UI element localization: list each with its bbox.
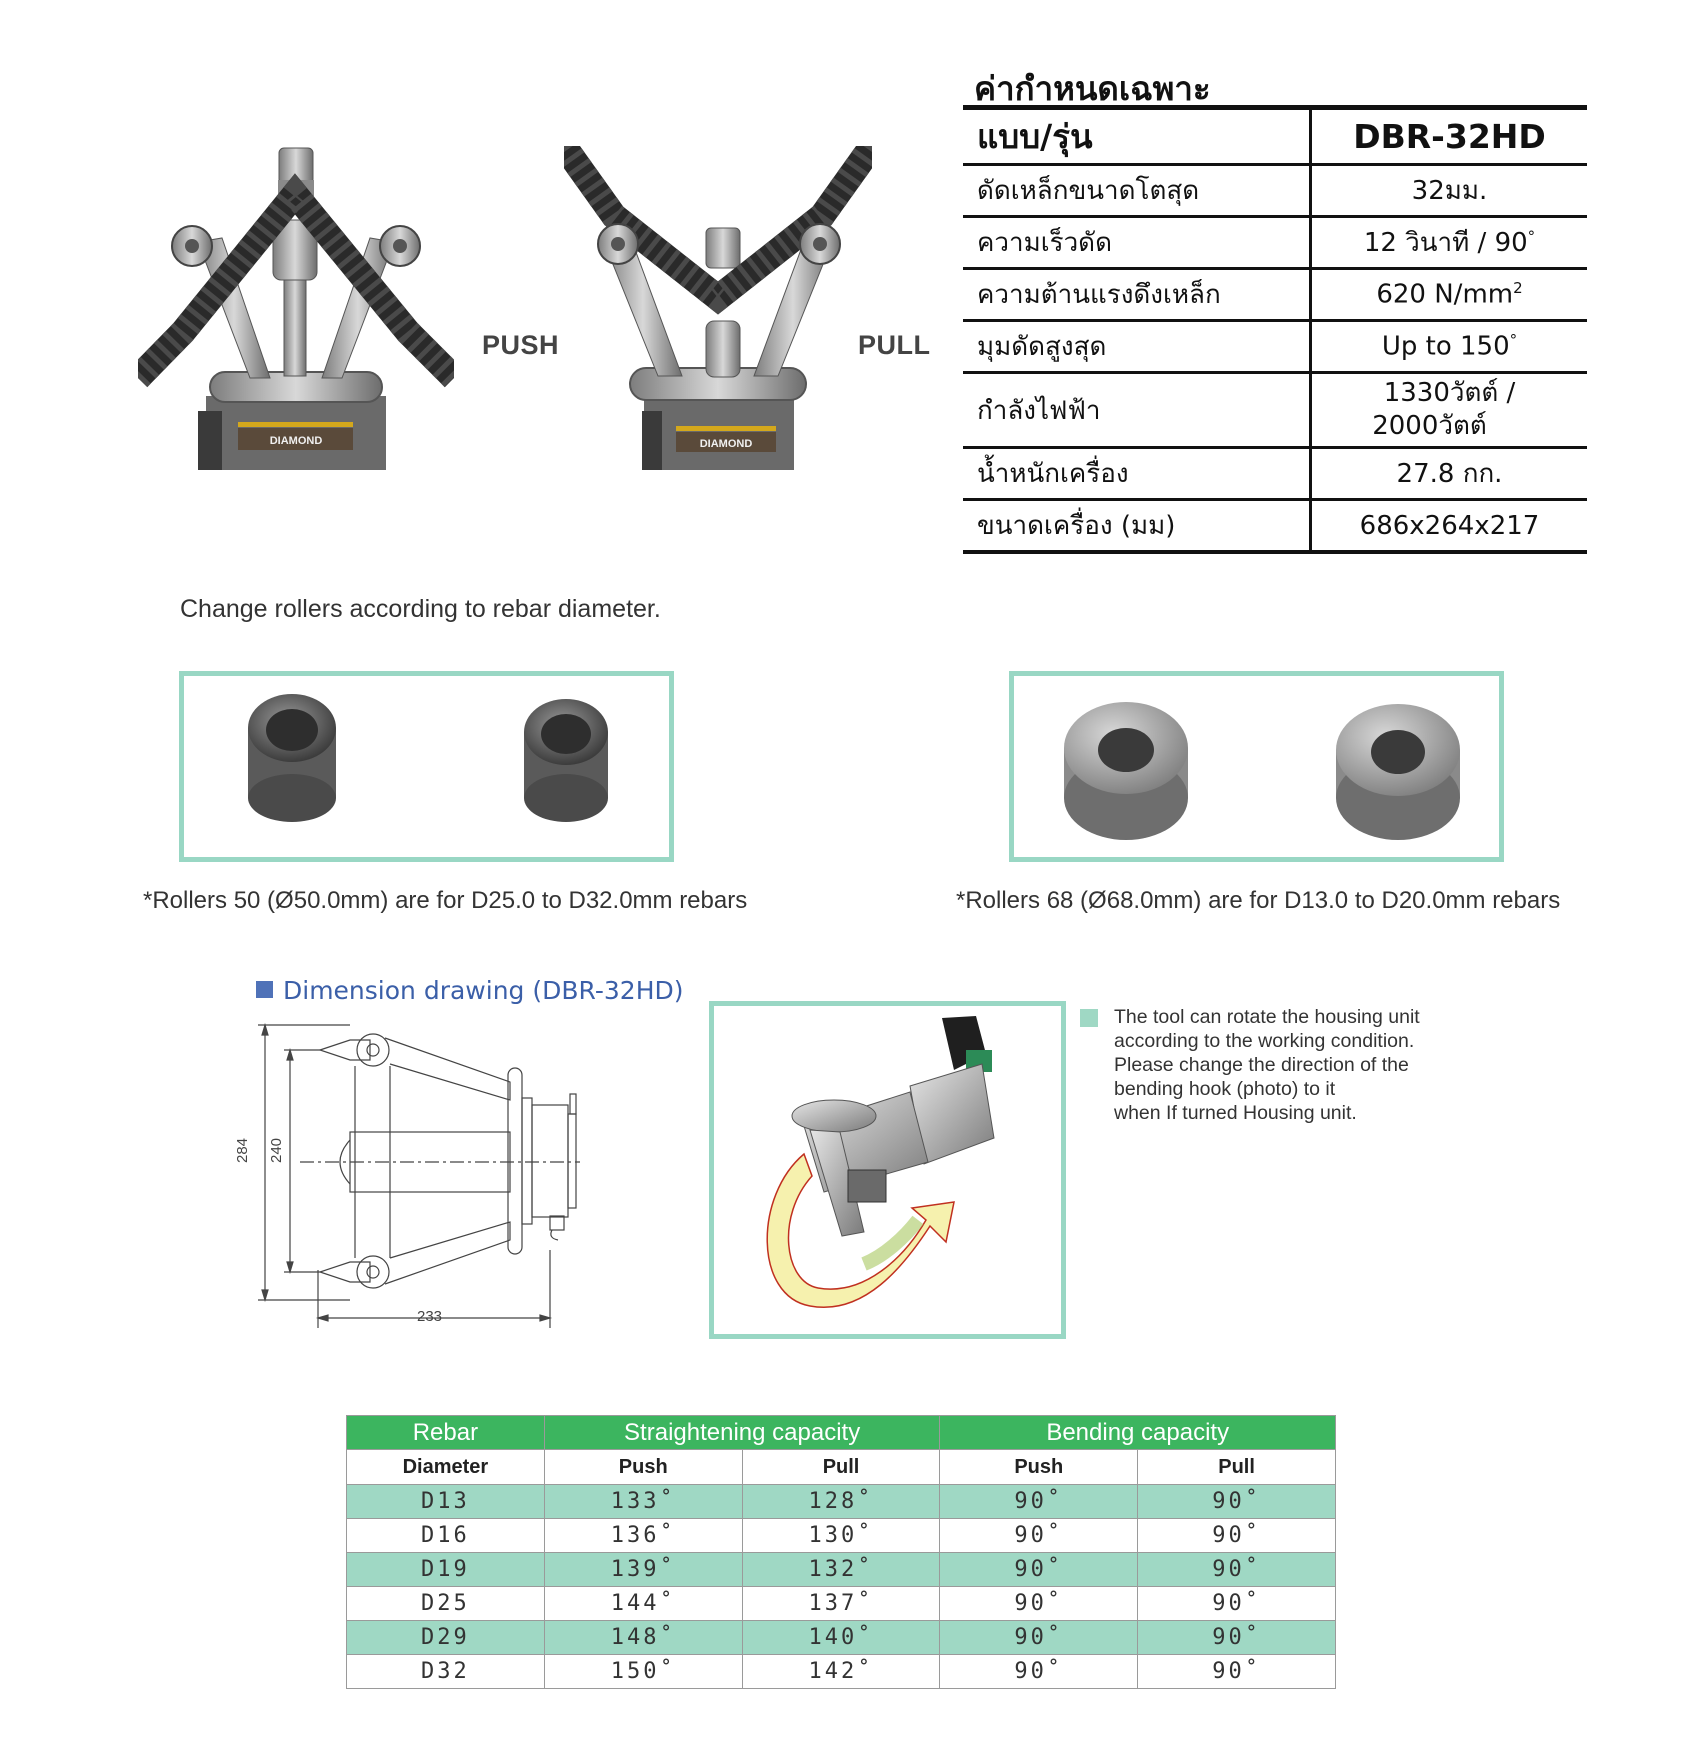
capacity-header-row <box>347 1416 1336 1450</box>
spec-value: 686x264x217 <box>1311 500 1588 553</box>
degree-sup: ° <box>1527 227 1536 246</box>
cell-bend-pull: 90˚ <box>1138 1587 1336 1621</box>
table-row <box>347 1587 1336 1621</box>
cell-straight-push: 136˚ <box>544 1519 742 1553</box>
cell-bend-push: 90˚ <box>940 1621 1138 1655</box>
spec-title: ค่ากำหนดเฉพาะ <box>974 69 1211 108</box>
note-line: The tool can rotate the housing unit <box>1114 1006 1420 1028</box>
squared-sup: 2 <box>1513 279 1523 298</box>
cell-bend-push: 90˚ <box>940 1519 1138 1553</box>
spec-key: น้ำหนักเครื่อง <box>963 448 1311 500</box>
cell-straight-push: 144˚ <box>544 1587 742 1621</box>
bullet-square-icon <box>1080 1009 1098 1027</box>
dimension-drawing <box>240 1010 600 1340</box>
spec-value-text: Up to 150 <box>1381 331 1510 362</box>
cell-straight-push: 150˚ <box>544 1655 742 1689</box>
push-label: PUSH <box>482 330 560 360</box>
rollers-50-caption: *Rollers 50 (Ø50.0mm) are for D25.0 to D32.0mm rebars <box>143 887 748 914</box>
roller-50-right-icon <box>524 699 608 822</box>
svg-text:DIAMOND: DIAMOND <box>269 435 323 447</box>
rotation-note <box>1080 1005 1480 1125</box>
spec-key: มุมดัดสูงสุด <box>963 321 1311 373</box>
spec-value-text: 620 N/mm <box>1376 279 1514 310</box>
table-row <box>347 1519 1336 1553</box>
spec-value <box>1311 373 1588 448</box>
spec-key: ดัดเหล็กขนาดโตสุด <box>963 165 1311 217</box>
pull-photo <box>564 146 872 470</box>
spec-row <box>963 321 1587 373</box>
degree-sup: ° <box>1509 331 1518 350</box>
cell-diameter: D25 <box>347 1587 545 1621</box>
cell-bend-pull: 90˚ <box>1138 1519 1336 1553</box>
cell-straight-pull: 128˚ <box>742 1485 940 1519</box>
spec-row <box>963 500 1587 553</box>
header-straight-push: Push <box>544 1450 742 1485</box>
spec-header-key: แบบ/รุ่น <box>963 108 1311 165</box>
table-row <box>347 1621 1336 1655</box>
table-row <box>347 1553 1336 1587</box>
rollers-68-caption: *Rollers 68 (Ø68.0mm) are for D13.0 to D20.0mm rebars <box>956 887 1561 914</box>
cell-bend-push: 90˚ <box>940 1587 1138 1621</box>
spec-row <box>963 448 1587 500</box>
cell-bend-push: 90˚ <box>940 1655 1138 1689</box>
note-line: according to the working condition. <box>1114 1030 1415 1052</box>
spec-value-line2: 2000วัตต์ <box>1372 411 1487 441</box>
spec-row <box>963 217 1587 269</box>
spec-value <box>1311 321 1588 373</box>
cell-straight-push: 139˚ <box>544 1553 742 1587</box>
dimension-title <box>256 976 684 1005</box>
roller-50-left-icon <box>248 694 336 822</box>
cell-straight-push: 133˚ <box>544 1485 742 1519</box>
header-bend-pull: Pull <box>1138 1450 1336 1485</box>
spec-header-row <box>963 108 1587 165</box>
spec-key: ความเร็วดัด <box>963 217 1311 269</box>
cell-diameter: D13 <box>347 1485 545 1519</box>
cell-straight-push: 148˚ <box>544 1621 742 1655</box>
cell-bend-pull: 90˚ <box>1138 1553 1336 1587</box>
cell-straight-pull: 132˚ <box>742 1553 940 1587</box>
table-row <box>347 1655 1336 1689</box>
spec-value-text: 12 วินาที / 90 <box>1363 228 1528 258</box>
bullet-square-icon <box>256 981 273 998</box>
spec-value <box>1311 217 1588 269</box>
cell-straight-pull: 130˚ <box>742 1519 940 1553</box>
cell-bend-pull: 90˚ <box>1138 1655 1336 1689</box>
cell-bend-push: 90˚ <box>940 1485 1138 1519</box>
note-line: Please change the direction of the <box>1114 1054 1409 1076</box>
rollers-50-box <box>179 671 674 862</box>
cell-diameter: D32 <box>347 1655 545 1689</box>
spec-table <box>963 105 1587 554</box>
spec-value-line1: 1330วัตต์ / <box>1383 378 1516 408</box>
header-straightening: Straightening capacity <box>544 1416 940 1450</box>
rollers-heading: Change rollers according to rebar diameter. <box>180 595 661 623</box>
spec-row <box>963 373 1587 448</box>
spec-key: ขนาดเครื่อง (มม) <box>963 500 1311 553</box>
roller-68-left-icon <box>1064 702 1188 840</box>
spec-key: ความต้านแรงดึงเหล็ก <box>963 269 1311 321</box>
header-straight-pull: Pull <box>742 1450 940 1485</box>
cell-diameter: D16 <box>347 1519 545 1553</box>
note-line: when If turned Housing unit. <box>1114 1102 1357 1124</box>
spec-row <box>963 269 1587 321</box>
cell-bend-push: 90˚ <box>940 1553 1138 1587</box>
rotate-housing-photo <box>709 1001 1066 1339</box>
cell-straight-pull: 137˚ <box>742 1587 940 1621</box>
push-photo <box>138 146 454 470</box>
cell-straight-pull: 140˚ <box>742 1621 940 1655</box>
cell-bend-pull: 90˚ <box>1138 1485 1336 1519</box>
header-rebar: Rebar <box>347 1416 545 1450</box>
cell-diameter: D19 <box>347 1553 545 1587</box>
note-line: bending hook (photo) to it <box>1114 1078 1336 1100</box>
spec-value: 32มม. <box>1311 165 1588 217</box>
spec-value <box>1311 269 1588 321</box>
cell-straight-pull: 142˚ <box>742 1655 940 1689</box>
header-diameter: Diameter <box>347 1450 545 1485</box>
header-bend-push: Push <box>940 1450 1138 1485</box>
dim-label-233: 233 <box>417 1308 443 1325</box>
rollers-68-box <box>1009 671 1504 862</box>
roller-68-right-icon <box>1336 704 1460 840</box>
spec-key: กำลังไฟฟ้า <box>963 373 1311 448</box>
capacity-table <box>346 1415 1336 1689</box>
spec-value: 27.8 กก. <box>1311 448 1588 500</box>
dim-label-240: 240 <box>268 1137 285 1163</box>
cell-diameter: D29 <box>347 1621 545 1655</box>
table-row <box>347 1485 1336 1519</box>
cell-bend-pull: 90˚ <box>1138 1621 1336 1655</box>
spec-header-value: DBR-32HD <box>1311 108 1588 165</box>
header-bending: Bending capacity <box>940 1416 1336 1450</box>
capacity-subheader-row <box>347 1450 1336 1485</box>
pull-label: PULL <box>858 330 931 360</box>
dimension-title-text: Dimension drawing (DBR-32HD) <box>283 976 684 1005</box>
dim-label-284: 284 <box>234 1137 251 1163</box>
svg-text:DIAMOND: DIAMOND <box>699 438 753 450</box>
spec-row <box>963 165 1587 217</box>
